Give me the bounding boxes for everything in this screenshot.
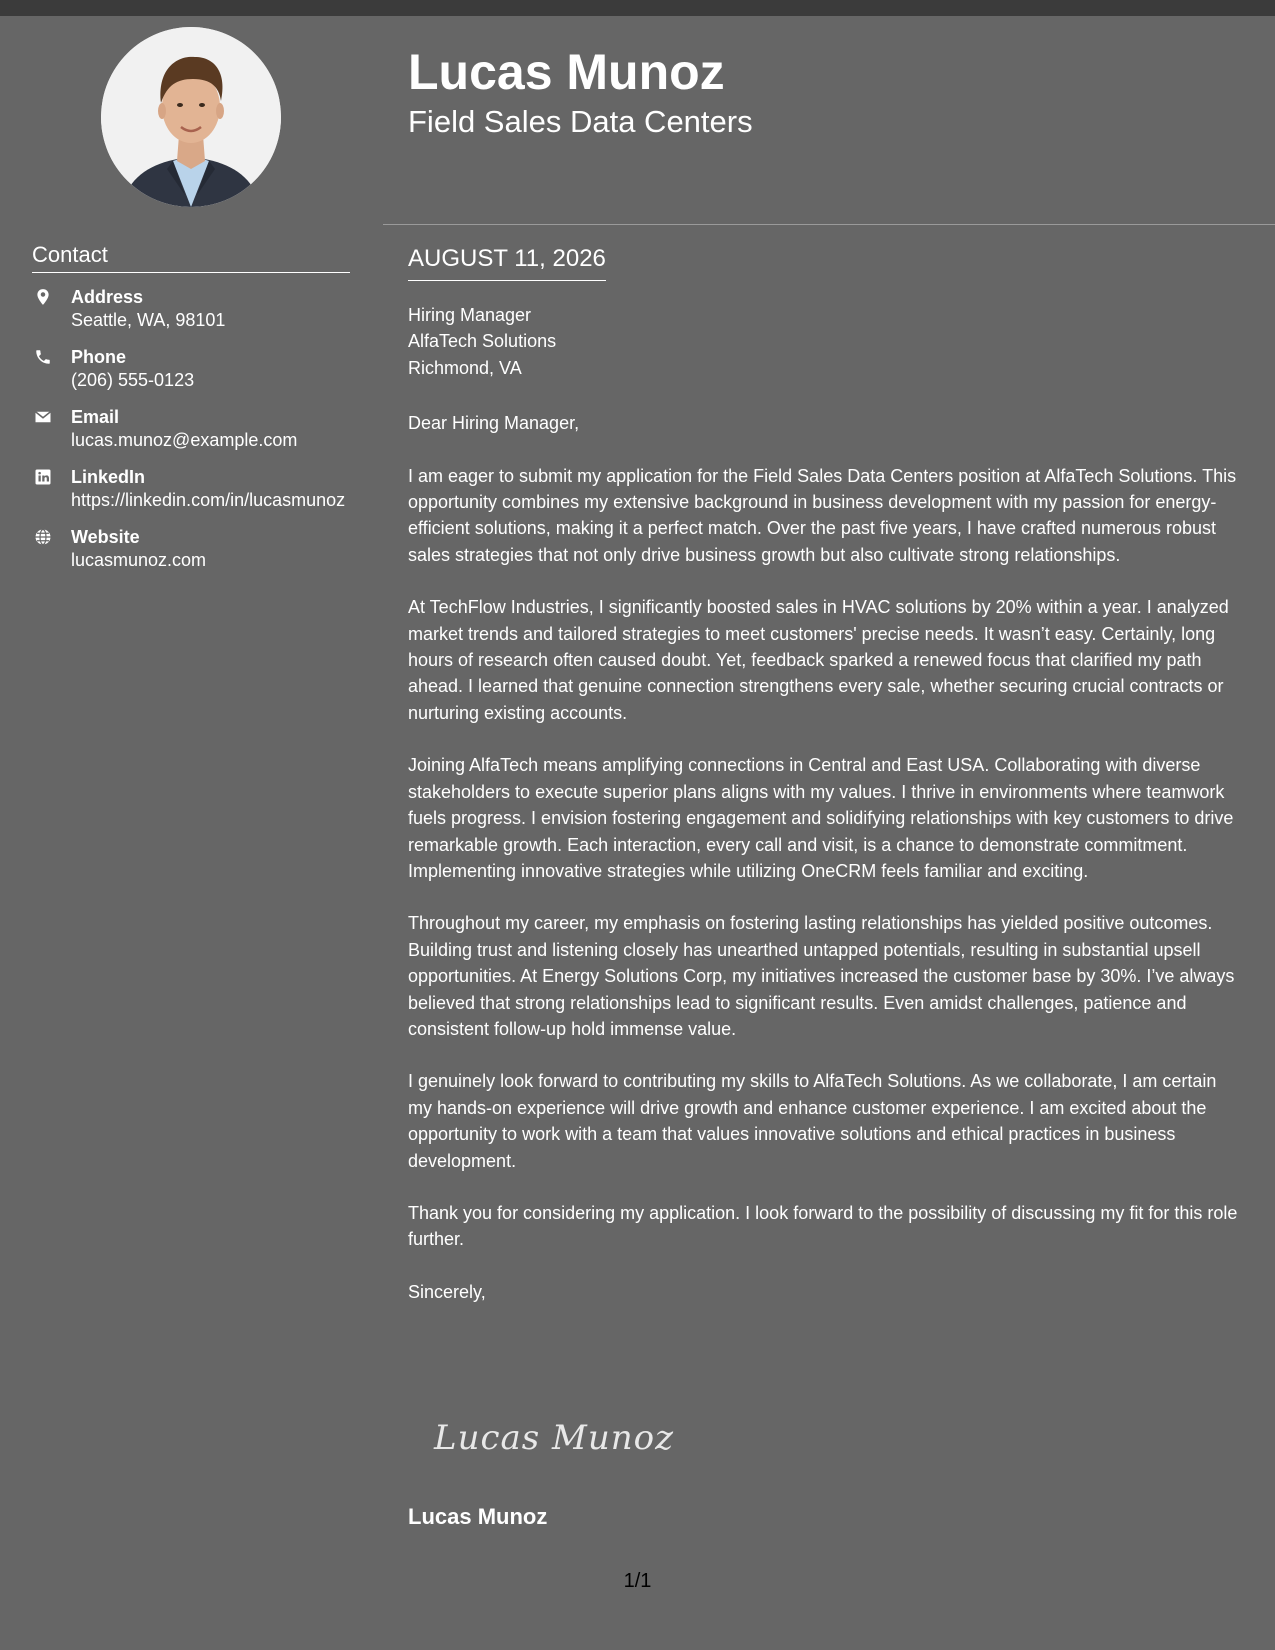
contact-value[interactable]: https://linkedin.com/in/lucasmunoz (71, 490, 346, 510)
closing: Sincerely, (408, 1281, 486, 1302)
contact-item-phone (32, 346, 352, 392)
profile-photo (101, 27, 281, 207)
letter-paragraph: Thank you for considering my application. I look forward to the possibility of discussing my fit for this role further. (408, 1202, 1238, 1250)
job-title: Field Sales Data Centers (408, 104, 753, 139)
phone-icon (34, 348, 52, 366)
recipient-line: Richmond, VA (408, 357, 522, 378)
signature: Lucas Munoz (434, 1418, 675, 1458)
letter-date: AUGUST 11, 2026 (408, 244, 606, 281)
contact-item-website (32, 526, 352, 572)
letter-body (408, 302, 1240, 1331)
contact-value[interactable]: lucasmunoz.com (71, 550, 207, 570)
signer-name: Lucas Munoz (408, 1504, 548, 1529)
contact-label: Address (71, 287, 144, 307)
contact-label: LinkedIn (71, 467, 146, 487)
letter-paragraph: I genuinely look forward to contributing my skills to AlfaTech Solutions. As we collaborate, I am certain my hands-on experience will drive growth and enhance customer experience. I am excited about the opportunity to work with a team that values innovative solutions and ethical practices in business development. (408, 1071, 1217, 1171)
recipient-block (408, 302, 1240, 381)
contact-item-email (32, 406, 352, 452)
contact-item-address (32, 286, 352, 332)
letter-paragraph: At TechFlow Industries, I significantly boosted sales in HVAC solutions by 20% within a year. I analyzed market trends and tailored strategies to meet customers' precise needs. It wasn’t easy. Certainly, long hours of research often caused doubt. Yet, feedback sparked a renewed focus that clarified my path ahead. I learned that genuine connection strengthens every sale, whether securing crucial contracts or nurturing existing accounts. (408, 597, 1229, 723)
contact-label: Website (71, 527, 140, 547)
contact-list (32, 286, 352, 586)
letter-paragraph: Throughout my career, my emphasis on fostering lasting relationships has yielded positive outcomes. Building trust and listening closely has unearthed untapped potentials, resulting in substantial upsell opportunities. At Energy Solutions Corp, my initiatives increased the customer base by 30%. I’ve always believed that strong relationships lead to significant results. Even amidst challenges, patience and consistent follow-up hold immense value. (408, 913, 1235, 1039)
globe-icon (34, 528, 52, 546)
contact-item-linkedin (32, 466, 352, 512)
contact-section-title: Contact (32, 241, 350, 273)
contact-label: Phone (71, 347, 127, 367)
recipient-line: Hiring Manager (408, 305, 532, 325)
recipient-line: AlfaTech Solutions (408, 331, 557, 352)
contact-label: Email (71, 407, 120, 427)
letter-paragraph: I am eager to submit my application for the Field Sales Data Centers position at AlfaTech Solutions. This opportunity combines my extensive background in business development with my passion for energy-efficient solutions, making it a perfect match. Over the past five years, I have crafted numerous robust sales strategies that not only drive business growth but also cultivate strong relationships. (408, 465, 1237, 565)
contact-value: (206) 555-0123 (71, 370, 195, 390)
page-number: 1/1 (623, 1570, 652, 1592)
contact-value: Seattle, WA, 98101 (71, 310, 226, 330)
linkedin-icon (34, 468, 52, 486)
letter-paragraph: Joining AlfaTech means amplifying connections in Central and East USA. Collaborating with diverse stakeholders to execute superior plans aligns with my values. I thrive in environments where teamwork fuels progress. I envision fostering engagement and solidifying relationships with key customers to drive remarkable growth. Each interaction, every call and visit, is a chance to demonstrate commitment. Implementing innovative strategies while utilizing OneCRM feels familiar and exciting. (408, 755, 1234, 881)
candidate-name: Lucas Munoz (408, 44, 725, 100)
header-divider (383, 224, 1275, 225)
contact-value[interactable]: lucas.munoz@example.com (71, 430, 298, 450)
top-bar (0, 0, 1275, 16)
salutation: Dear Hiring Manager, (408, 413, 580, 434)
email-icon (34, 408, 52, 426)
location-pin-icon (34, 288, 52, 306)
